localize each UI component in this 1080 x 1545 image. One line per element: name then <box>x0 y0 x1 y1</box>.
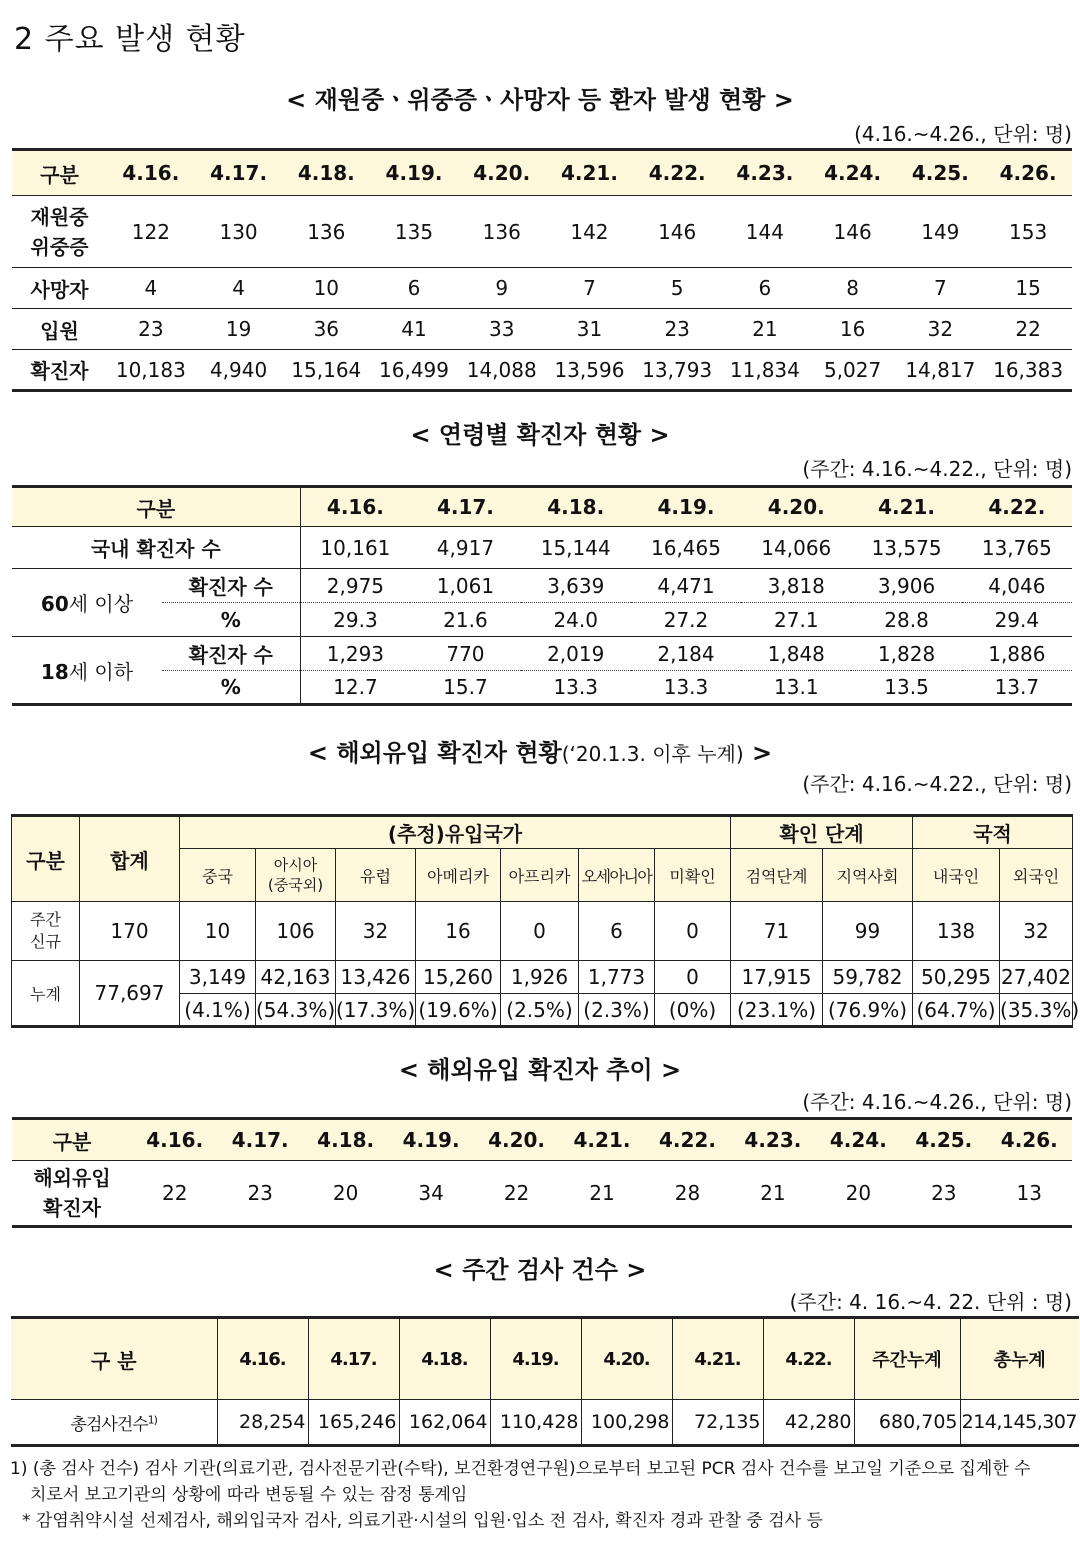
sub-header: 지역사회 <box>823 849 913 902</box>
cell: 680,705 <box>854 1400 960 1446</box>
cell: 146 <box>809 196 897 268</box>
cell-pct: (4.1%) <box>180 994 256 1027</box>
cell: 32 <box>336 902 416 961</box>
table-row <box>12 527 1072 569</box>
cell: 36 <box>282 309 370 350</box>
cell: 1,061 <box>410 569 520 603</box>
cell: 28,254 <box>217 1400 308 1446</box>
domestic-label: 국내 확진자 수 <box>12 527 300 569</box>
cell: 15,164 <box>282 350 370 391</box>
age-text: 세 이상 <box>68 592 134 616</box>
cell: 10,161 <box>300 527 410 569</box>
date-header: 4.23. <box>721 150 809 196</box>
cell: 10 <box>180 902 256 961</box>
age-number: 18 <box>40 659 69 684</box>
group-stage: 확인 단계 <box>731 816 913 849</box>
table-row <box>12 603 1072 637</box>
row-label-critical <box>12 196 107 268</box>
sub-header-line: (중국외) <box>267 876 324 894</box>
cell: 138 <box>913 902 1000 961</box>
table2-header-row <box>12 487 1072 527</box>
cell: 3,149 <box>180 961 256 994</box>
cell: 1,886 <box>962 637 1072 671</box>
cell: 19 <box>195 309 283 350</box>
footnote-1: 1) (총 검사 건수) 검사 기관(의료기관, 검사전문기관(수탁), 보건환경연구원)으로부터 보고된 PCR 검사 건수를 보고일 기준으로 집계한 수 <box>10 1459 1031 1479</box>
cell: 34 <box>388 1161 473 1227</box>
cell-pct: (64.7%) <box>913 994 1000 1027</box>
cell-pct: (19.6%) <box>416 994 501 1027</box>
date-header: 4.20. <box>741 487 851 527</box>
cell-pct: (17.3%) <box>336 994 416 1027</box>
footnote-1-cont: 치로서 보고기관의 상황에 따라 변동될 수 있는 잠정 통계임 <box>30 1485 468 1505</box>
cell: 0 <box>501 902 579 961</box>
cell: 59,782 <box>823 961 913 994</box>
cell: 22 <box>474 1161 559 1227</box>
date-header: 4.18. <box>521 487 631 527</box>
table-row <box>12 309 1072 350</box>
table2-unit: (주간: 4.16.~4.22., 단위: 명) <box>802 457 1072 481</box>
date-header: 4.20. <box>458 150 546 196</box>
cell: 15.7 <box>410 671 520 705</box>
row-label-line: 주간 <box>30 910 61 929</box>
cell: 10 <box>282 268 370 309</box>
date-header: 4.19. <box>490 1318 581 1400</box>
date-header: 4.16. <box>300 487 410 527</box>
cell: 13,793 <box>633 350 721 391</box>
sub-header: 내국인 <box>913 849 1000 902</box>
cell: 23 <box>901 1161 986 1227</box>
date-header: 4.22. <box>962 487 1072 527</box>
cell: 50,295 <box>913 961 1000 994</box>
weekly-total-header: 주간누계 <box>854 1318 960 1400</box>
row-label-confirmed: 확진자 <box>12 350 107 391</box>
cell: 3,818 <box>741 569 851 603</box>
cell: 4,471 <box>631 569 741 603</box>
cell: 15,260 <box>416 961 501 994</box>
date-header: 4.17. <box>195 150 283 196</box>
footnote-star: * 감염취약시설 선제검사, 해외입국자 검사, 의료기관·시설의 입원·입소 전 검사, 확진자 경과 관찰 중 검사 등 <box>22 1511 823 1531</box>
cell: 16,499 <box>370 350 458 391</box>
cell: 9 <box>458 268 546 309</box>
weekly-tests-table <box>11 1316 1079 1447</box>
date-header: 4.19. <box>631 487 741 527</box>
cell: 16,465 <box>631 527 741 569</box>
cell: 6 <box>579 902 655 961</box>
cell: 14,088 <box>458 350 546 391</box>
table-row <box>12 569 1072 603</box>
cell: 27.1 <box>741 603 851 637</box>
cell: 0 <box>655 902 731 961</box>
date-header: 4.26. <box>984 150 1072 196</box>
date-header: 4.16. <box>107 150 195 196</box>
date-header: 4.26. <box>987 1119 1072 1161</box>
sub-header: 중국 <box>180 849 256 902</box>
table-row <box>12 350 1072 391</box>
sub-header: 유럽 <box>336 849 416 902</box>
cell: 13.3 <box>521 671 631 705</box>
sub-header: 미확인 <box>655 849 731 902</box>
patient-status-table <box>12 148 1072 392</box>
cell: 32 <box>896 309 984 350</box>
cell: 24.0 <box>521 603 631 637</box>
cell: 27.2 <box>631 603 741 637</box>
row-label-total-tests <box>11 1400 217 1446</box>
cell: 21.6 <box>410 603 520 637</box>
table3-title <box>0 733 1080 768</box>
cell: 136 <box>282 196 370 268</box>
table5-unit: (주간: 4. 16.~4. 22. 단위 : 명) <box>789 1290 1072 1314</box>
cell: 106 <box>256 902 336 961</box>
cell: 1,828 <box>851 637 961 671</box>
table-row <box>11 1400 1079 1446</box>
sub-header: 검역단계 <box>731 849 823 902</box>
row-label-line: 재원중 <box>30 204 89 229</box>
date-header: 4.20. <box>581 1318 672 1400</box>
row-label-imported <box>12 1161 132 1227</box>
cell: 122 <box>107 196 195 268</box>
cell-pct: (35.3%) <box>1000 994 1073 1027</box>
row-label-line: 해외유입 <box>33 1166 111 1190</box>
cell: 4 <box>195 268 283 309</box>
date-header: 4.21. <box>559 1119 644 1161</box>
cell: 27,402 <box>1000 961 1073 994</box>
cell: 15 <box>984 268 1072 309</box>
cell: 21 <box>559 1161 644 1227</box>
table-row <box>12 196 1072 268</box>
date-header: 4.17. <box>217 1119 302 1161</box>
page-heading: 2 주요 발생 현황 <box>14 22 246 57</box>
pct-label: % <box>162 671 300 705</box>
cell: 136 <box>458 196 546 268</box>
cell: 3,639 <box>521 569 631 603</box>
row-label-deaths: 사망자 <box>12 268 107 309</box>
cell: 3,906 <box>851 569 961 603</box>
cell: 29.4 <box>962 603 1072 637</box>
cell-total: 170 <box>80 902 180 961</box>
cell: 7 <box>546 268 634 309</box>
sub-header: 외국인 <box>1000 849 1073 902</box>
cell: 100,298 <box>581 1400 672 1446</box>
table4-title: < 해외유입 확진자 추이 > <box>398 1056 682 1084</box>
date-header: 4.18. <box>399 1318 490 1400</box>
table1-header-row <box>12 150 1072 196</box>
imported-trend-table <box>12 1117 1072 1228</box>
cell: 14,066 <box>741 527 851 569</box>
date-header: 4.22. <box>763 1318 854 1400</box>
cell: 13.3 <box>631 671 741 705</box>
cell: 13,575 <box>851 527 961 569</box>
cell: 5,027 <box>809 350 897 391</box>
cell: 5 <box>633 268 721 309</box>
table4-header-row <box>12 1119 1072 1161</box>
age-number: 60 <box>40 592 69 616</box>
cell: 214,145,307 <box>960 1400 1079 1446</box>
title-sub: (‘20.1.3. 이후 누계) <box>561 742 744 766</box>
imported-cases-table <box>11 814 1080 1028</box>
title-main: < 해외유입 확진자 현황 <box>307 739 562 767</box>
cell: 7 <box>896 268 984 309</box>
cell: 41 <box>370 309 458 350</box>
table5-header-label: 구 분 <box>11 1318 217 1400</box>
cell: 13.5 <box>851 671 961 705</box>
col-total: 합계 <box>80 816 180 902</box>
cell: 22 <box>132 1161 217 1227</box>
cell-pct: (2.3%) <box>579 994 655 1027</box>
cell: 31 <box>546 309 634 350</box>
cell: 13 <box>987 1161 1072 1227</box>
cell: 12.7 <box>300 671 410 705</box>
cell: 28.8 <box>851 603 961 637</box>
table-row <box>12 637 1072 671</box>
row-label-cumulative: 누계 <box>12 961 80 1027</box>
table1-unit: (4.16.~4.26., 단위: 명) <box>854 122 1072 146</box>
cell: 1,293 <box>300 637 410 671</box>
date-header: 4.19. <box>370 150 458 196</box>
cell: 10,183 <box>107 350 195 391</box>
sub-header: 오세아니아 <box>579 849 655 902</box>
date-header: 4.25. <box>896 150 984 196</box>
row-label-weekly <box>12 902 80 961</box>
table-row <box>12 671 1072 705</box>
cell: 21 <box>730 1161 815 1227</box>
cell-pct: (2.5%) <box>501 994 579 1027</box>
cell-pct: (0%) <box>655 994 731 1027</box>
cell: 13.7 <box>962 671 1072 705</box>
date-header: 4.18. <box>303 1119 388 1161</box>
date-header: 4.16. <box>217 1318 308 1400</box>
cell-pct: (23.1%) <box>731 994 823 1027</box>
cell: 20 <box>303 1161 388 1227</box>
cell: 135 <box>370 196 458 268</box>
cell: 6 <box>370 268 458 309</box>
date-header: 4.16. <box>132 1119 217 1161</box>
date-header: 4.18. <box>282 150 370 196</box>
cell: 33 <box>458 309 546 350</box>
cell: 23 <box>107 309 195 350</box>
row-label-line: 신규 <box>30 932 61 951</box>
age-group-table <box>12 485 1072 706</box>
cell-total: 77,697 <box>80 961 180 1027</box>
group-nation: 국적 <box>913 816 1073 849</box>
footnotes <box>10 1456 1076 1534</box>
cell: 16 <box>416 902 501 961</box>
cell: 1,848 <box>741 637 851 671</box>
age-text: 세 이하 <box>68 659 134 684</box>
cell: 2,975 <box>300 569 410 603</box>
table-row <box>12 961 1073 994</box>
cell: 23 <box>217 1161 302 1227</box>
date-header: 4.24. <box>816 1119 901 1161</box>
table3-unit: (주간: 4.16.~4.22., 단위: 명) <box>802 772 1072 796</box>
row-label-admitted: 입원 <box>12 309 107 350</box>
cell: 130 <box>195 196 283 268</box>
date-header: 4.21. <box>672 1318 763 1400</box>
cell: 99 <box>823 902 913 961</box>
cell: 153 <box>984 196 1072 268</box>
cell: 16 <box>809 309 897 350</box>
table-row <box>12 1161 1072 1227</box>
cell: 17,915 <box>731 961 823 994</box>
cell: 1,926 <box>501 961 579 994</box>
cell: 162,064 <box>399 1400 490 1446</box>
date-header: 4.21. <box>851 487 961 527</box>
table1-title: < 재원중ㆍ위중증ㆍ사망자 등 환자 발생 현황 > <box>286 86 794 114</box>
date-header: 4.19. <box>388 1119 473 1161</box>
date-header: 4.21. <box>546 150 634 196</box>
cell: 144 <box>721 196 809 268</box>
age-group-label-18 <box>12 637 162 705</box>
cell: 13,596 <box>546 350 634 391</box>
pct-label: % <box>162 603 300 637</box>
cell: 4,940 <box>195 350 283 391</box>
cell-pct: (54.3%) <box>256 994 336 1027</box>
cell: 146 <box>633 196 721 268</box>
cell: 1,773 <box>579 961 655 994</box>
date-header: 4.24. <box>809 150 897 196</box>
cell: 149 <box>896 196 984 268</box>
cell: 165,246 <box>308 1400 399 1446</box>
cell: 13,765 <box>962 527 1072 569</box>
cell: 15,144 <box>521 527 631 569</box>
cell: 23 <box>633 309 721 350</box>
date-header: 4.20. <box>474 1119 559 1161</box>
date-header: 4.22. <box>645 1119 730 1161</box>
cell: 20 <box>816 1161 901 1227</box>
cell: 28 <box>645 1161 730 1227</box>
cell: 71 <box>731 902 823 961</box>
cell: 32 <box>1000 902 1073 961</box>
age-group-label-60 <box>12 569 162 637</box>
cell: 2,019 <box>521 637 631 671</box>
cell: 13.1 <box>741 671 851 705</box>
cell: 110,428 <box>490 1400 581 1446</box>
date-header: 4.22. <box>633 150 721 196</box>
table2-title: < 연령별 확진자 현황 > <box>410 421 670 449</box>
cell: 4 <box>107 268 195 309</box>
date-header: 4.17. <box>410 487 520 527</box>
cell: 142 <box>546 196 634 268</box>
row-label-line: 위중증 <box>30 234 89 259</box>
table4-unit: (주간: 4.16.~4.26., 단위: 명) <box>802 1090 1072 1114</box>
cell: 21 <box>721 309 809 350</box>
table-row <box>12 902 1073 961</box>
table5-header-row <box>11 1318 1079 1400</box>
sub-header-asia <box>256 849 336 902</box>
count-label: 확진자 수 <box>162 569 300 603</box>
cell: 14,817 <box>896 350 984 391</box>
table-row <box>12 268 1072 309</box>
cell: 4,917 <box>410 527 520 569</box>
col-gubun: 구분 <box>12 816 80 902</box>
count-label: 확진자 수 <box>162 637 300 671</box>
table4-header-label: 구분 <box>12 1119 132 1161</box>
title-end: > <box>743 739 773 767</box>
footnote-ref: 1) <box>147 1412 157 1426</box>
cell-pct: (76.9%) <box>823 994 913 1027</box>
cell: 42,280 <box>763 1400 854 1446</box>
date-header: 4.17. <box>308 1318 399 1400</box>
cell: 29.3 <box>300 603 410 637</box>
table2-header-label: 구분 <box>12 487 300 527</box>
table1-header-label: 구분 <box>12 150 107 196</box>
cell: 770 <box>410 637 520 671</box>
group-country: (추정)유입국가 <box>180 816 731 849</box>
table3-group-header-row <box>12 816 1073 849</box>
cell: 13,426 <box>336 961 416 994</box>
cell: 0 <box>655 961 731 994</box>
row-label-line: 확진자 <box>43 1196 101 1220</box>
sub-header-line: 아시아 <box>273 856 318 874</box>
cell: 22 <box>984 309 1072 350</box>
cell: 6 <box>721 268 809 309</box>
cell: 8 <box>809 268 897 309</box>
cell: 16,383 <box>984 350 1072 391</box>
cell: 11,834 <box>721 350 809 391</box>
cell: 4,046 <box>962 569 1072 603</box>
grand-total-header: 총누계 <box>960 1318 1079 1400</box>
cell: 2,184 <box>631 637 741 671</box>
sub-header: 아프리카 <box>501 849 579 902</box>
date-header: 4.23. <box>730 1119 815 1161</box>
cell: 72,135 <box>672 1400 763 1446</box>
table5-title: < 주간 검사 건수 > <box>433 1256 647 1284</box>
date-header: 4.25. <box>901 1119 986 1161</box>
sub-header: 아메리카 <box>416 849 501 902</box>
cell: 42,163 <box>256 961 336 994</box>
row-label-text: 총검사건수 <box>70 1414 148 1435</box>
